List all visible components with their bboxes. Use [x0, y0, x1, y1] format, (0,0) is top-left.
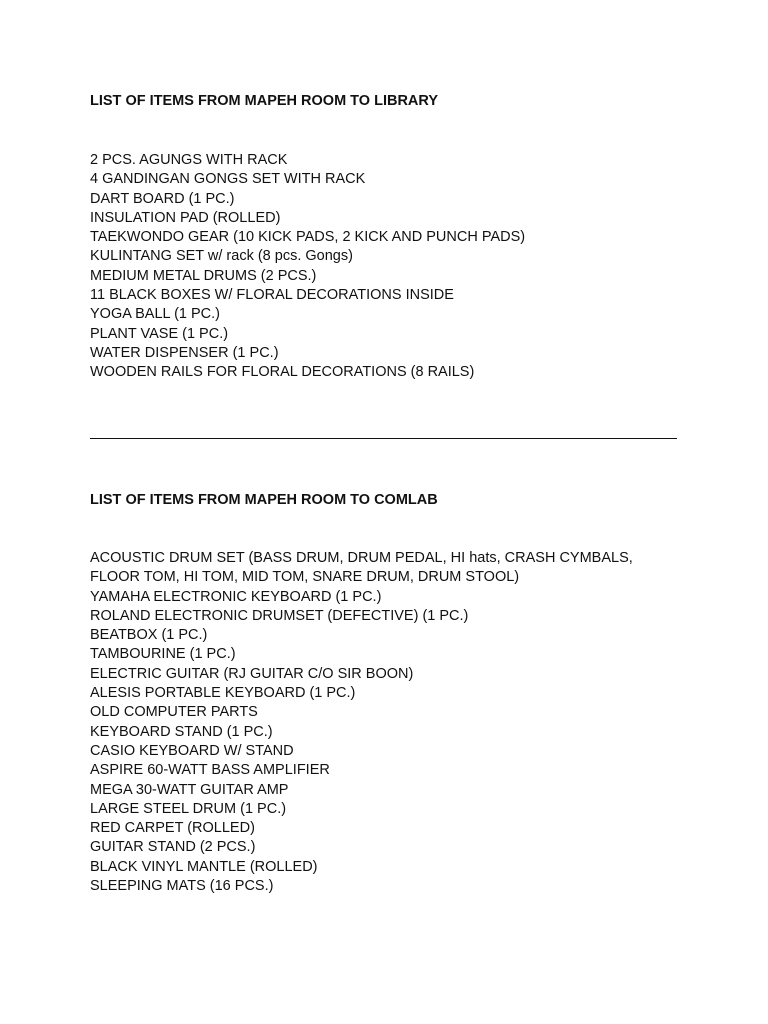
comlab-item-list: [90, 549, 690, 896]
list-item: 4 GANDINGAN GONGS SET WITH RACK: [90, 171, 366, 188]
list-item: LARGE STEEL DRUM (1 PC.): [90, 800, 287, 817]
list-item: YOGA BALL (1 PC.): [90, 306, 221, 323]
list-item: SLEEPING MATS (16 PCS.): [90, 878, 274, 895]
list-item: KULINTANG SET w/ rack (8 pcs. Gongs): [90, 248, 353, 265]
list-item: 2 PCS. AGUNGS WITH RACK: [90, 152, 288, 168]
list-item: BEATBOX (1 PC.): [90, 627, 208, 644]
list-item: KEYBOARD STAND (1 PC.): [90, 723, 273, 740]
list-item: ALESIS PORTABLE KEYBOARD (1 PC.): [90, 685, 356, 702]
list-item: MEDIUM METAL DRUMS (2 PCS.): [90, 267, 317, 284]
list-item: 11 BLACK BOXES W/ FLORAL DECORATIONS INSIDE: [90, 287, 454, 304]
list-item: ACOUSTIC DRUM SET (BASS DRUM, DRUM PEDAL, HI hats, CRASH CYMBALS, FLOOR TOM, HI TOM, MID TOM, SNARE DRUM, DRUM STOOL): [90, 550, 633, 586]
list-item: GUITAR STAND (2 PCS.): [90, 839, 256, 856]
list-item: OLD COMPUTER PARTS: [90, 704, 258, 721]
list-item: TAMBOURINE (1 PC.): [90, 646, 236, 663]
list-item: PLANT VASE (1 PC.): [90, 325, 229, 342]
list-item: TAEKWONDO GEAR (10 KICK PADS, 2 KICK AND PUNCH PADS): [90, 229, 526, 246]
list-item: MEGA 30-WATT GUITAR AMP: [90, 781, 289, 798]
comlab-list-heading: LIST OF ITEMS FROM MAPEH ROOM TO COMLAB: [90, 492, 438, 508]
list-item: WOODEN RAILS FOR FLORAL DECORATIONS (8 RAILS): [90, 364, 475, 381]
list-item: DART BOARD (1 PC.): [90, 190, 235, 207]
list-item: YAMAHA ELECTRONIC KEYBOARD (1 PC.): [90, 588, 382, 605]
list-item: ASPIRE 60-WATT BASS AMPLIFIER: [90, 762, 330, 779]
library-item-list: [90, 151, 690, 383]
list-item: BLACK VINYL MANTLE (ROLLED): [90, 858, 318, 875]
list-item: CASIO KEYBOARD W/ STAND: [90, 742, 294, 759]
list-item: INSULATION PAD (ROLLED): [90, 209, 281, 226]
list-item: RED CARPET (ROLLED): [90, 820, 255, 837]
list-item: ROLAND ELECTRONIC DRUMSET (DEFECTIVE) (1 PC.): [90, 607, 469, 624]
list-item: WATER DISPENSER (1 PC.): [90, 344, 279, 361]
section-divider: [90, 438, 677, 439]
library-list-heading: LIST OF ITEMS FROM MAPEH ROOM TO LIBRARY: [90, 93, 438, 109]
list-item: ELECTRIC GUITAR (RJ GUITAR C/O SIR BOON): [90, 665, 414, 682]
